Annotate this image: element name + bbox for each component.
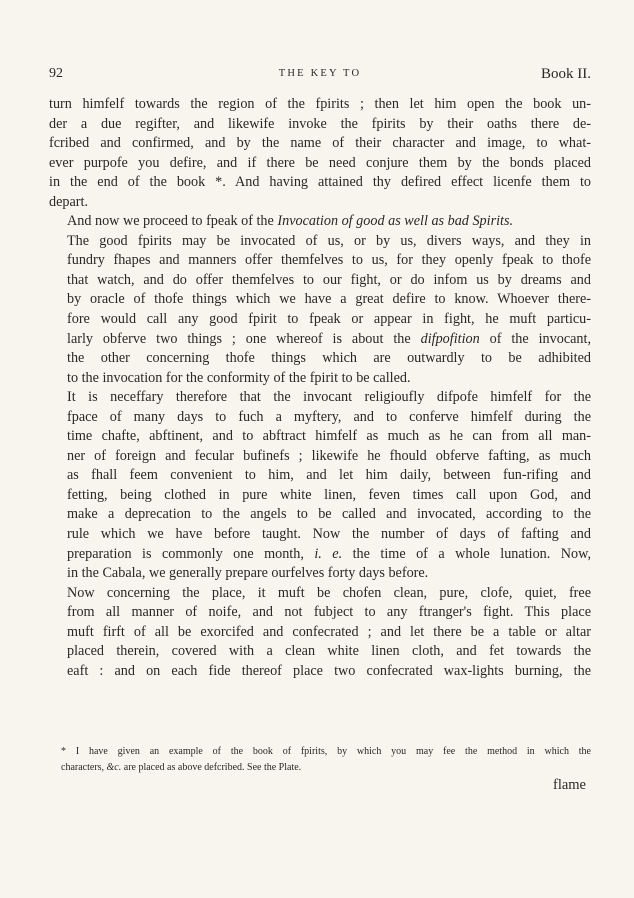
text-line: The good fpirits may be invocated of us, or by us, divers ways, and they in bbox=[67, 232, 591, 249]
text-line: der a due regifter, and likewife invoke the fpirits by their oaths there de- bbox=[49, 115, 591, 132]
text-line: the other concerning thofe things which are outwardly to be adhibited bbox=[67, 350, 591, 367]
text-line: time chafte, abftinent, and to abftract himfelf as much as he can from all man- bbox=[67, 428, 591, 445]
text-line: Now concerning the place, it muft be chofen clean, pure, clofe, quiet, free bbox=[67, 584, 591, 601]
text-line: by oracle of thofe things which we have a great defire to know. Whoever there- bbox=[67, 291, 591, 308]
text-line bbox=[49, 212, 591, 232]
catchword: flame bbox=[552, 777, 586, 793]
text-line: fundry fhapes and manners offer themfelves to us, for they openly fpeak to thofe bbox=[67, 252, 591, 269]
italic-word: i. e. bbox=[314, 545, 343, 562]
text-line: that watch, and do offer themfelves to our fight, or do infom us by dreams and bbox=[67, 271, 591, 288]
text-line: from all manner of noife, and not fubject to any ftranger's fight. This place bbox=[67, 604, 591, 621]
text-line: It is neceffary therefore that the invocant religioufly difpofe himfelf for the bbox=[67, 389, 591, 406]
text-line: larly obferve two things ; one whereof is about the difpofition of the invocant, bbox=[67, 330, 591, 347]
text-line: as fhall feem convenient to him, and let him daily, between fun-rifing and bbox=[67, 467, 591, 484]
running-title: THE KEY TO bbox=[278, 68, 362, 79]
text-line: make a deprecation to the angels to be called and invocated, according to the bbox=[67, 506, 591, 523]
text-line: fore would call any good fpirit to fpeak or appear in fight, he muft particu- bbox=[67, 311, 591, 328]
italic-word: difpofition bbox=[420, 330, 480, 347]
text-line: eaft : and on each fide thereof place two confecrated wax-lights burning, the bbox=[67, 662, 591, 679]
page-header bbox=[49, 66, 591, 86]
book-label: Book II. bbox=[541, 66, 591, 82]
text-line: rule which we have before taught. Now the number of days of fafting and bbox=[67, 526, 591, 543]
text-line: in the end of the book *. And having attained thy defired effect licenfe them to bbox=[49, 174, 591, 191]
paragraph-4 bbox=[49, 388, 591, 583]
text-line: depart. bbox=[49, 193, 88, 210]
footnote-line: * I have given an example of the book of fpirits, by which you may fee the method in which the bbox=[61, 746, 591, 757]
italic-phrase: Invocation of good as well as bad Spirits. bbox=[277, 213, 514, 230]
text-line: ner of foreign and fecular bufinefs ; likewife he fhould obferve fafting, as much bbox=[67, 447, 591, 464]
page-number: 92 bbox=[49, 66, 63, 81]
paragraph-1 bbox=[49, 95, 591, 212]
text-line: muft firft of all be exorcifed and confecrated ; and let there be a table or altar bbox=[67, 623, 591, 640]
body-text bbox=[49, 95, 591, 681]
footnote bbox=[49, 744, 591, 776]
text-line: fpace of many days to fuch a myftery, and to conferve himfelf during the bbox=[67, 408, 591, 425]
text-run: And now we proceed to fpeak of the bbox=[67, 213, 278, 230]
text-line: fetting, being clothed in pure white linen, feven times call upon God, and bbox=[67, 486, 591, 503]
text-line: in the Cabala, we generally prepare ourfelves forty days before. bbox=[67, 565, 429, 582]
paragraph-5 bbox=[49, 584, 591, 682]
text-line: placed therein, covered with a clean white linen cloth, and fet towards the bbox=[67, 643, 591, 660]
text-line: turn himfelf towards the region of the fpirits ; then let him open the book un- bbox=[49, 96, 591, 112]
text-line: ever purpofe you defire, and if there be need conjure them by the bonds placed bbox=[49, 154, 591, 171]
text-line: preparation is commonly one month, i. e. the time of a whole lunation. Now, bbox=[67, 545, 591, 562]
paragraph-3 bbox=[49, 232, 591, 388]
footnote-line: characters, &c. are placed as above defcribed. See the Plate. bbox=[61, 762, 302, 773]
italic-word: &c. bbox=[106, 762, 122, 773]
paragraph-2 bbox=[49, 212, 591, 232]
text-line: to the invocation for the conformity of the fpirit to be called. bbox=[67, 369, 411, 386]
text-line: fcribed and confirmed, and by the name of their character and image, to what- bbox=[49, 135, 591, 152]
